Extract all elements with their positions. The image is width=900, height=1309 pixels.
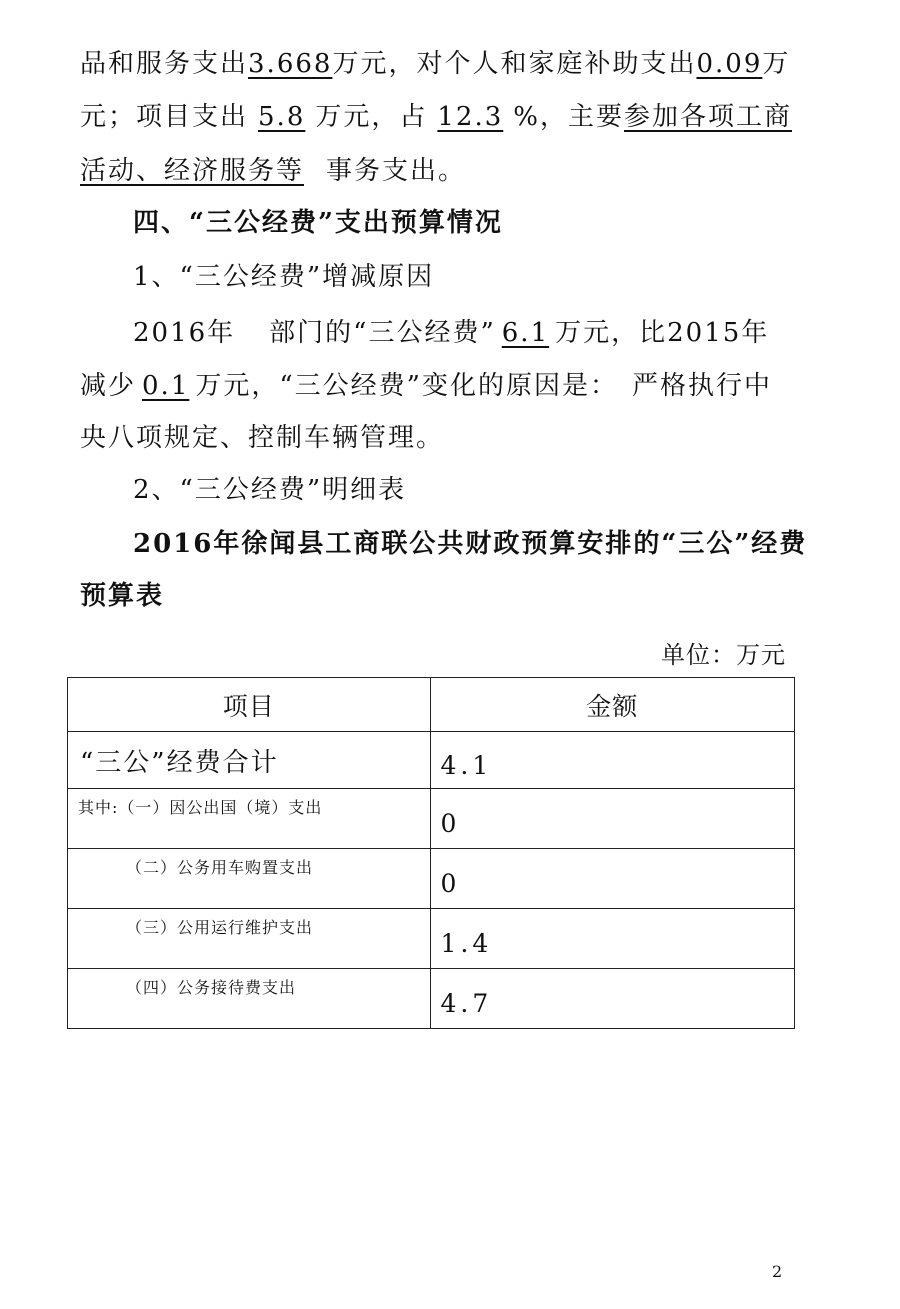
text-segment: 部门的“三公经费” — [269, 318, 496, 348]
unit-label: 单位：万元 — [661, 641, 786, 669]
table-title-line1: 2016年徐闻县工商联公共财政预算安排的“三公”经费 — [133, 529, 808, 559]
subheading-1: 1、“三公经费”增减原因 — [133, 262, 435, 292]
text-segment: 万元，占 — [315, 102, 428, 132]
underlined-value: 0.09 — [696, 49, 763, 79]
underlined-value: 6.1 — [501, 318, 550, 348]
row-label: 其中:（一）因公出国（境）支出 — [68, 789, 431, 849]
text-segment: 事务支出。 — [326, 156, 467, 186]
row-label: （二）公务用车购置支出 — [68, 849, 431, 909]
row-label: “三公”经费合计 — [68, 732, 431, 789]
table-row — [68, 909, 795, 969]
three-public-expenses-table — [67, 677, 795, 1029]
text-segment: 减少 — [80, 371, 137, 401]
column-header-amount: 金额 — [430, 678, 794, 732]
row-value: 4.1 — [430, 732, 794, 789]
underlined-value: 参加各项工商 — [624, 102, 793, 132]
underlined-value: 0.1 — [142, 371, 190, 401]
text-segment: 万 — [762, 49, 791, 79]
underlined-value: 5.8 — [258, 102, 306, 132]
row-value: 0 — [430, 789, 794, 849]
text-segment: 万元，对个人和家庭补助支出 — [332, 49, 697, 79]
paragraph2-line2 — [80, 366, 800, 406]
text-segment: 万元，“三公经费”变化的原因是： — [195, 371, 618, 401]
row-value: 0 — [430, 849, 794, 909]
page-number: 2 — [772, 1262, 783, 1281]
paragraph1-line1 — [80, 44, 800, 84]
paragraph1-line2 — [80, 97, 800, 137]
row-value: 4.7 — [430, 969, 794, 1029]
table-header-row — [68, 678, 795, 732]
underlined-value: 3.668 — [248, 49, 333, 79]
text-segment: 2016年 — [133, 318, 236, 348]
table-title-line2: 预算表 — [80, 581, 165, 611]
row-value: 1.4 — [430, 909, 794, 969]
table-row — [68, 849, 795, 909]
underlined-value: 12.3 — [437, 102, 504, 132]
paragraph2-line1 — [133, 313, 853, 353]
text-segment: 元；项目支出 — [80, 102, 249, 132]
underlined-value: 活动、经济服务等 — [80, 156, 305, 186]
paragraph1-line3 — [80, 151, 800, 191]
table-row — [68, 969, 795, 1029]
table-row — [68, 732, 795, 789]
row-label: （三）公用运行维护支出 — [68, 909, 431, 969]
text-segment: 严格执行中 — [631, 371, 772, 401]
subheading-2: 2、“三公经费”明细表 — [133, 475, 407, 505]
table-row — [68, 789, 795, 849]
text-segment: %，主要 — [513, 102, 624, 132]
row-label: （四）公务接待费支出 — [68, 969, 431, 1029]
paragraph2-line3: 央八项规定、控制车辆管理。 — [80, 423, 445, 453]
text-segment: 万元，比2015年 — [555, 318, 770, 348]
text-segment: 品和服务支出 — [80, 49, 249, 79]
column-header-item: 项目 — [68, 678, 431, 732]
section4-heading: 四、“三公经费”支出预算情况 — [133, 208, 503, 238]
